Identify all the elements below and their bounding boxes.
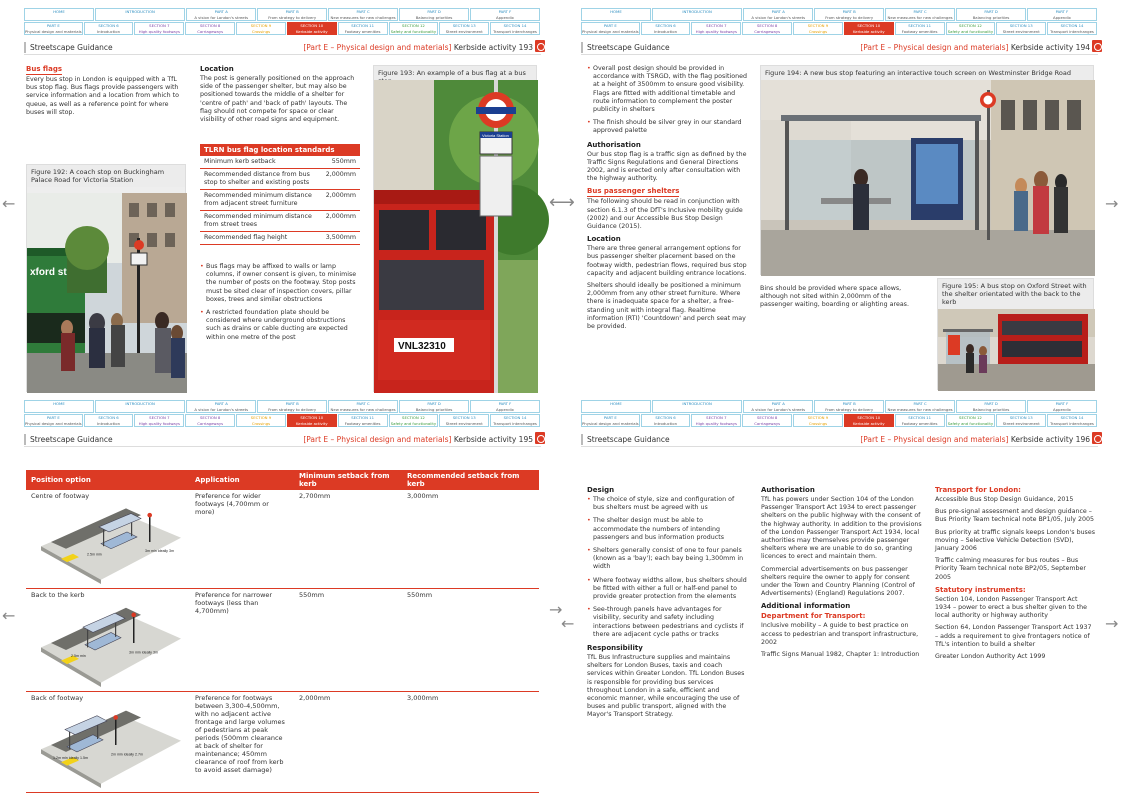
- table-cell-label: Recommended flag height: [200, 232, 322, 245]
- nav-item-section-8[interactable]: SECTION 8 Carriageways: [742, 414, 792, 427]
- table-row: [26, 589, 539, 692]
- page-header: [24, 433, 541, 447]
- position-option-cell: [26, 692, 190, 793]
- body-text: There are three general arrangement options for bus passenger shelter placement based on the footway width, pedestrian flows, required bus stop capacity and adjacent building entrance locations.: [587, 245, 747, 277]
- table-cell-value: 550mm: [322, 156, 360, 169]
- section-navigation: [581, 400, 1098, 427]
- nav-item-home[interactable]: HOME: [581, 400, 651, 413]
- bus-stop-photo: [761, 80, 1095, 276]
- location-column: [200, 65, 360, 128]
- nav-item-section-10[interactable]: SECTION 10 Kerbside activity: [287, 414, 337, 427]
- nav-item-section-7[interactable]: SECTION 7 High quality footways: [691, 22, 741, 35]
- figure-192: [26, 164, 186, 392]
- nav-item-section-12[interactable]: SECTION 12 Safety and functionality: [946, 414, 996, 427]
- reference-item: Accessible Bus Stop Design Guidance, 2015: [935, 496, 1074, 503]
- nav-item-part-e[interactable]: PART E Physical design and materials: [25, 23, 82, 34]
- tfl-roundel-icon[interactable]: [1092, 40, 1102, 52]
- nav-item-section-13[interactable]: SECTION 13 Street environment: [996, 22, 1046, 35]
- body-text: The following should be read in conjunction with section 6.1.3 of the DfT's Inclusive mobility guide (2002) and our Accessible Bus Stop Design Guidance (2015).: [587, 198, 743, 231]
- nav-item-part-e[interactable]: PART E Physical design and materials: [582, 415, 639, 426]
- page-194: [581, 8, 1098, 390]
- nav-item-part-a[interactable]: PART A A vision for London's streets: [186, 400, 256, 413]
- reference-item: Bus priority at traffic signals keeps London's buses moving – Selective Vehicle Detection (SVD), January 2006: [935, 528, 1095, 553]
- nav-item-part-e[interactable]: PART E Physical design and materials: [25, 415, 82, 426]
- sub-heading: Statutory instruments:: [935, 585, 1026, 594]
- next-page-arrow-icon[interactable]: →: [1105, 614, 1119, 633]
- list-item: • Bus flags may be affixed to walls or lamp columns, if owner consent is given, to minimise the number of posts on the footway. Stop posts must be sited clear of inspection covers, pillar boxes, trees and similar obstructions: [200, 263, 360, 304]
- bullet-list: [200, 263, 360, 347]
- table-title: TLRN bus flag location standards: [200, 144, 360, 156]
- position-option-cell: [26, 490, 190, 589]
- reference-item: Greater London Authority Act 1999: [935, 653, 1046, 661]
- table-row: [200, 169, 360, 190]
- dimension-label: 1.2m min ideally 1.5m: [53, 755, 88, 760]
- table-cell-value: 2,000mm: [322, 211, 360, 232]
- body-text: Every bus stop in London is equipped with a TfL bus stop flag. Bus flags provide passengers with service information and a location from which to queue, as well as a reference point for where buses will stop.: [26, 76, 179, 116]
- table-cell-app: Preference for footways between 3,300-4,500mm, with no adjacent active frontage and large volumes of pedestrians at peak periods (500mm clearance at back of shelter for maintenance; 450mm clearance of roof from kerb to avoid asset damage): [190, 692, 294, 793]
- body-text: TfL has powers under Section 104 of the London Passenger Transport Act 1934 to erect passenger shelters on the public highway with the consent of the highway authority. In addition to the provisions of the London Passenger Transport Act 1934, local authorities may themselves provide passenger shelters where we are unable to do so, granting licences to erect and maintain them.: [761, 496, 922, 561]
- nav-item-section-9[interactable]: SECTION 9 Crossings: [236, 414, 286, 427]
- list-item: • The finish should be silver grey in our standard approved palette: [587, 119, 747, 135]
- nav-item-section-8[interactable]: SECTION 8 Carriageways: [742, 22, 792, 35]
- dimension-label: 3m min ideally 3m: [129, 650, 158, 655]
- body-text: Bins should be provided where space allows, although not sited within 2,000mm of the passenger waiting, boarding or alighting areas.: [760, 285, 909, 309]
- nav-item-section-14[interactable]: SECTION 14 Transport interchanges: [490, 22, 540, 35]
- position-option-cell: [26, 589, 190, 692]
- section-heading: Authorisation: [761, 486, 815, 494]
- table-cell-rec: 3,000mm: [402, 490, 539, 589]
- table-row: [200, 232, 360, 245]
- position-option-label: Back to the kerb: [31, 591, 85, 599]
- previous-page-arrow-icon[interactable]: ←: [2, 194, 16, 213]
- nav-item-section-10[interactable]: SECTION 10 Kerbside activity: [844, 414, 894, 427]
- nav-item-home[interactable]: HOME: [24, 400, 94, 413]
- nav-item-section-9[interactable]: SECTION 9 Crossings: [793, 414, 843, 427]
- nav-item-section-10[interactable]: SECTION 10 Kerbside activity: [287, 22, 337, 35]
- reference-item: Section 104, London Passenger Transport Act 1934 – power to erect a bus shelter given to the local authority or highway authority: [935, 595, 1088, 620]
- list-item: • Shelters generally consist of one to four panels (known as a 'bay'); each bay being 1,300mm in width: [587, 547, 747, 572]
- nav-item-section-7[interactable]: SECTION 7 High quality footways: [134, 22, 184, 35]
- nav-item-part-c[interactable]: PART C New measures for new challenges: [885, 400, 955, 413]
- body-text: Our bus stop flag is a traffic sign as defined by the Traffic Signs Regulations and General Directions 2002, and is erected only after consultation with the highway authority.: [587, 150, 747, 183]
- nav-item-section-11[interactable]: SECTION 11 Footway amenities: [895, 22, 945, 35]
- shelter-layout-diagram: [31, 702, 181, 788]
- figure-195: [937, 278, 1094, 390]
- nav-item-introduction[interactable]: INTRODUCTION: [652, 8, 742, 21]
- page-header: [581, 41, 1098, 55]
- svg-text:xford st: xford st: [30, 267, 67, 278]
- tfl-roundel-icon[interactable]: [1092, 432, 1102, 444]
- bus-flags-intro: [26, 65, 184, 121]
- table-cell-min: 550mm: [294, 589, 402, 692]
- section-heading: Location: [587, 235, 621, 244]
- table-cell-label: Recommended minimum distance from adjacent street furniture: [200, 190, 322, 211]
- coach-stop-photo: [27, 193, 187, 393]
- figure-193: [373, 65, 537, 392]
- dimension-label: 2.5m min: [87, 552, 102, 557]
- nav-item-section-11[interactable]: SECTION 11 Footway amenities: [338, 414, 388, 427]
- nav-item-part-d[interactable]: PART D Balancing priorities: [399, 8, 469, 21]
- nav-item-home[interactable]: HOME: [581, 8, 651, 21]
- nav-item-introduction[interactable]: INTRODUCTION: [95, 400, 185, 413]
- dimension-label: 3m min ideally 3m: [145, 549, 174, 554]
- list-item: • The choice of style, size and configuration of bus shelters must be agreed with us: [587, 496, 747, 512]
- left-column: [587, 65, 747, 335]
- table-row: [26, 692, 539, 793]
- table-row: [26, 490, 539, 589]
- nav-item-section-14[interactable]: SECTION 14 Transport interchanges: [1047, 414, 1097, 427]
- bus-stop-name: Victoria Station: [482, 133, 509, 138]
- table-cell-app: Preference for wider footways (4,700mm or more): [190, 490, 294, 589]
- tfl-roundel-icon[interactable]: [535, 432, 545, 444]
- page-196: [581, 400, 1098, 786]
- nav-item-section-8[interactable]: SECTION 8 Carriageways: [185, 414, 235, 427]
- page-195: [24, 400, 541, 786]
- table-cell-label: Recommended distance from bus stop to shelter and existing posts: [200, 169, 322, 190]
- nav-item-part-d[interactable]: PART D Balancing priorities: [399, 400, 469, 413]
- nav-item-part-d[interactable]: PART D Balancing priorities: [956, 400, 1026, 413]
- page-breadcrumb: [Part E – Physical design and materials] Kerbside activity 193: [303, 43, 533, 52]
- nav-item-section-9[interactable]: SECTION 9 Crossings: [793, 22, 843, 35]
- list-item: • The shelter design must be able to accommodate the numbers of intending passengers and bus information products: [587, 517, 747, 542]
- reference-item: Inclusive mobility – A guide to best practice on access to pedestrian and transport infrastructure, 2002: [761, 622, 919, 646]
- table-cell-rec: 3,000mm: [402, 692, 539, 793]
- section-navigation: [581, 8, 1098, 35]
- nav-item-section-10[interactable]: SECTION 10 Kerbside activity: [844, 22, 894, 35]
- nav-item-section-6[interactable]: SECTION 6 Introduction: [641, 22, 691, 35]
- table-cell-value: 2,000mm: [322, 169, 360, 190]
- section-navigation: [24, 8, 541, 35]
- nav-item-part-e[interactable]: PART E Physical design and materials: [582, 23, 639, 34]
- guide-title: Streetscape Guidance: [30, 435, 113, 444]
- oxford-street-photo: [938, 309, 1095, 391]
- dimension-label: 2m min ideally 2.7m: [111, 752, 143, 757]
- table-row: [200, 156, 360, 169]
- section-heading: Responsibility: [587, 644, 643, 653]
- page-header: [24, 41, 541, 55]
- nav-item-part-a[interactable]: PART A A vision for London's streets: [186, 8, 256, 21]
- reference-item: Traffic Signs Manual 1982, Chapter 1: Introduction: [761, 651, 920, 659]
- nav-item-part-c[interactable]: PART C New measures for new challenges: [885, 8, 955, 21]
- page-breadcrumb: [Part E – Physical design and materials] Kerbside activity 194: [860, 43, 1090, 52]
- body-text: Commercial advertisements on bus passenger shelters require the owner to apply for consent under the Town and Country Planning (Control of Advertisements) (England) Regulations 2007.: [761, 565, 915, 598]
- figure-caption: Figure 193: An example of a bus flag at a bus: [374, 66, 536, 88]
- reference-item: Bus pre-signal assessment and design guidance – Bus Priority Team technical note BP1/05, July 2005: [935, 508, 1095, 524]
- nav-item-part-a[interactable]: PART A A vision for London's streets: [743, 8, 813, 21]
- nav-item-part-d[interactable]: PART D Balancing priorities: [956, 8, 1026, 21]
- guide-title: Streetscape Guidance: [587, 43, 670, 52]
- nav-item-section-12[interactable]: SECTION 12 Safety and functionality: [946, 22, 996, 35]
- list-item: • A restricted foundation plate should be considered where underground obstructions such as drains or cable ducting are expected within one metre of the post: [200, 309, 360, 342]
- shelter-layout-diagram: [31, 599, 181, 687]
- dimension-label: 2.5m min: [71, 654, 86, 659]
- table-cell-min: 2,000mm: [294, 692, 402, 793]
- shelter-layout-diagram: [31, 500, 181, 584]
- nav-item-part-b[interactable]: PART B From strategy to delivery: [814, 8, 884, 21]
- nav-item-section-7[interactable]: SECTION 7 High quality footways: [134, 414, 184, 427]
- nav-item-part-b[interactable]: PART B From strategy to delivery: [814, 400, 884, 413]
- column-header: Minimum setback from kerb: [294, 470, 402, 490]
- list-item: • Overall post design should be provided in accordance with TSRGD, with the flag positioned at a height of 3500mm to ensure good visibility. Flags are fitted with additional timetable and route information to complement the poster publicity in shelters: [587, 65, 747, 114]
- section-heading: Authorisation: [587, 140, 641, 149]
- nav-item-part-b[interactable]: PART B From strategy to delivery: [257, 8, 327, 21]
- page-breadcrumb: [Part E – Physical design and materials] Kerbside activity 196: [860, 435, 1090, 444]
- nav-item-section-6[interactable]: SECTION 6 Introduction: [84, 414, 134, 427]
- nav-item-home[interactable]: HOME: [24, 8, 94, 21]
- table-row: [200, 211, 360, 232]
- nav-item-part-a[interactable]: PART A A vision for London's streets: [743, 400, 813, 413]
- next-page-arrow-icon[interactable]: →: [549, 600, 563, 619]
- table-cell-min: 2,700mm: [294, 490, 402, 589]
- bus-flag-photo: [374, 80, 538, 393]
- design-column: [587, 486, 747, 724]
- nav-item-section-6[interactable]: SECTION 6 Introduction: [641, 414, 691, 427]
- authorisation-column: [761, 486, 923, 663]
- nav-item-part-b[interactable]: PART B From strategy to delivery: [257, 400, 327, 413]
- section-navigation: [24, 400, 541, 427]
- nav-item-part-f[interactable]: PART F Appendix: [1027, 8, 1097, 21]
- column-header: Position option: [26, 470, 190, 490]
- nav-item-section-13[interactable]: SECTION 13 Street environment: [996, 414, 1046, 427]
- column-header: Application: [190, 470, 294, 490]
- nav-item-part-f[interactable]: PART F Appendix: [1027, 400, 1097, 413]
- section-heading: Design: [587, 486, 615, 494]
- list-item: • See-through panels have advantages for visibility, security and safety including interactions between pedestrians and cyclists if there are adjacent cycle paths or tracks: [587, 606, 747, 639]
- bus-registration: VNL32310: [398, 341, 446, 352]
- list-item: • Where footway widths allow, bus shelters should be fitted with either a full or half-end panel to provide greater protection from the elements: [587, 577, 747, 602]
- position-option-label: Back of footway: [31, 694, 84, 702]
- nav-item-section-14[interactable]: SECTION 14 Transport interchanges: [490, 414, 540, 427]
- body-text: TfL Bus Infrastructure supplies and maintains shelters for London Buses, taxis and coach services within Greater London. TfL London Buses is responsible for providing bus services throughout London in a safe, efficient and economic manner, while encouraging the use of buses and public transport, aligned with the Mayor's Transport Strategy.: [587, 654, 745, 719]
- table-cell-value: 2,000mm: [322, 190, 360, 211]
- nav-item-part-c[interactable]: PART C New measures for new challenges: [328, 400, 398, 413]
- nav-item-section-12[interactable]: SECTION 12 Safety and functionality: [389, 414, 439, 427]
- sub-heading: Transport for London:: [935, 486, 1021, 494]
- bins-text: [760, 285, 920, 314]
- reference-item: Section 64, London Passenger Transport Act 1937 – adds a requirement to give frontagers notice of TfL's intention to build a shelter: [935, 624, 1092, 648]
- table-row: [200, 190, 360, 211]
- table-cell-label: Minimum kerb setback: [200, 156, 322, 169]
- table-cell-rec: 550mm: [402, 589, 539, 692]
- section-heading: Location: [200, 65, 234, 73]
- page-turn-arrows-icon[interactable]: ⟷: [549, 192, 575, 213]
- tfl-roundel-icon[interactable]: [535, 40, 545, 52]
- position-option-label: Centre of footway: [31, 492, 90, 500]
- figure-194: [760, 65, 1094, 275]
- nav-item-section-11[interactable]: SECTION 11 Footway amenities: [338, 22, 388, 35]
- figure-caption: Figure 195: A bus stop on Oxford Street with the shelter orientated with the back to the kerb: [938, 279, 1093, 309]
- guide-title: Streetscape Guidance: [30, 43, 113, 52]
- nav-item-introduction[interactable]: INTRODUCTION: [95, 8, 185, 21]
- column-header: Recommended setback from kerb: [402, 470, 539, 490]
- table-cell-app: Preference for narrower footways (less than 4,700mm): [190, 589, 294, 692]
- nav-item-section-8[interactable]: SECTION 8 Carriageways: [185, 22, 235, 35]
- nav-item-part-f[interactable]: PART F Appendix: [470, 400, 540, 413]
- nav-item-section-12[interactable]: SECTION 12 Safety and functionality: [389, 22, 439, 35]
- nav-item-section-7[interactable]: SECTION 7 High quality footways: [691, 414, 741, 427]
- nav-item-part-c[interactable]: PART C New measures for new challenges: [328, 8, 398, 21]
- nav-item-section-9[interactable]: SECTION 9 Crossings: [236, 22, 286, 35]
- nav-item-section-6[interactable]: SECTION 6 Introduction: [84, 22, 134, 35]
- section-heading: Bus passenger shelters: [587, 187, 680, 196]
- nav-item-section-14[interactable]: SECTION 14 Transport interchanges: [1047, 22, 1097, 35]
- previous-page-arrow-icon[interactable]: ←: [2, 606, 16, 625]
- table-cell-label: Recommended minimum distance from street trees: [200, 211, 322, 232]
- previous-page-arrow-icon[interactable]: ←: [561, 614, 575, 633]
- nav-item-section-11[interactable]: SECTION 11 Footway amenities: [895, 414, 945, 427]
- reference-item: Traffic calming measures for bus routes – Bus Priority Team technical note BP2/05, September 2005: [935, 557, 1086, 581]
- guide-title: Streetscape Guidance: [587, 435, 670, 444]
- nav-item-part-f[interactable]: PART F Appendix: [470, 8, 540, 21]
- flag-standards-table: [200, 144, 360, 245]
- next-page-arrow-icon[interactable]: →: [1105, 194, 1119, 213]
- section-heading: Bus flags: [26, 65, 63, 73]
- nav-item-section-13[interactable]: SECTION 13 Street environment: [439, 414, 489, 427]
- shelter-position-table: [26, 470, 539, 793]
- page-breadcrumb: [Part E – Physical design and materials] Kerbside activity 195: [303, 435, 533, 444]
- references-column: [935, 486, 1095, 665]
- figure-caption: Figure 192: A coach stop on Buckingham Palace Road for Victoria Station: [27, 165, 185, 187]
- section-heading: Additional information: [761, 602, 851, 611]
- sub-heading: Department for Transport:: [761, 612, 866, 621]
- page-header: [581, 433, 1098, 447]
- table-cell-value: 3,500mm: [322, 232, 360, 245]
- page-193: [24, 8, 541, 390]
- figure-caption: Figure 194: A new bus stop featuring an interactive touch screen on Westminster Bridge Road: [761, 66, 1093, 80]
- nav-item-introduction[interactable]: INTRODUCTION: [652, 400, 742, 413]
- body-text: Shelters should ideally be positioned a minimum 2,000mm from any other street furniture. Where there is inadequate space for a shelter, a free-standing unit with integral flag. Realtime information (RTI) 'Countdown' and perch seat may be provided.: [587, 282, 746, 331]
- nav-item-section-13[interactable]: SECTION 13 Street environment: [439, 22, 489, 35]
- body-text: The post is generally positioned on the approach side of the passenger shelter, but may also be positioned towards the middle of a shelter for 'centre of path' and 'back of path' layouts. The flag should not compete for space or clear visibility of other road signs and equipment.: [200, 75, 355, 124]
